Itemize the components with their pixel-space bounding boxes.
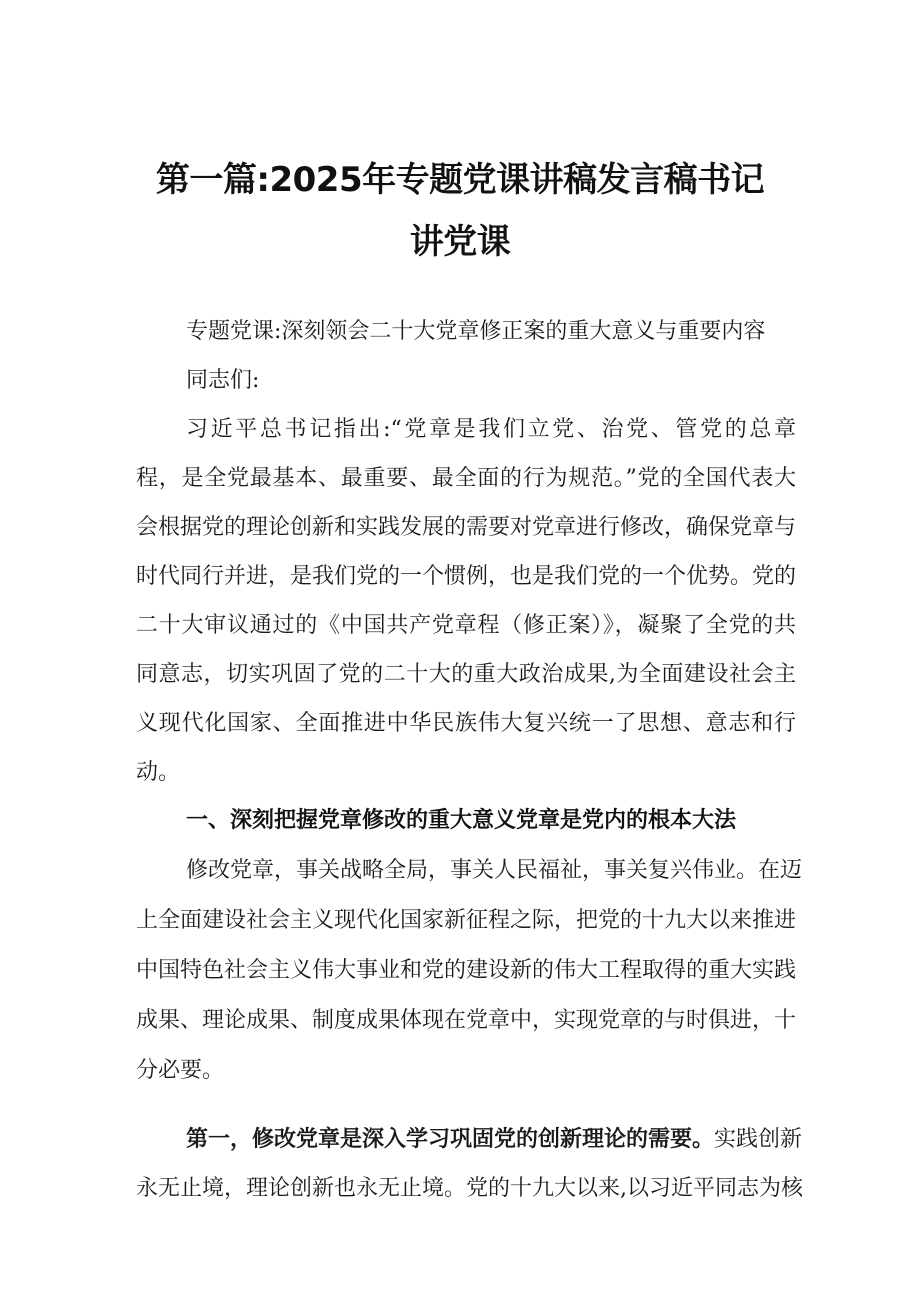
section-line: 上全面建设社会主义现代化国家新征程之际，把党的十九大以来推进 <box>136 908 797 933</box>
intro-line: 义现代化国家、全面推进中华民族伟大复兴统一了思想、意志和行 <box>136 711 796 736</box>
section-line: 分必要。 <box>136 1058 225 1083</box>
subtitle: 专题党课:深刻领会二十大党章修正案的重大意义与重要内容 <box>186 319 766 344</box>
intro-line: 习近平总书记指出:“党章是我们立党、治党、管党的总章 <box>186 417 796 442</box>
intro-line: 时代同行并进，是我们党的一个惯例，也是我们党的一个优势。党的 <box>136 564 797 589</box>
document-title-line-1: 第一篇:2025年专题党课讲稿发言稿书记 <box>155 160 765 200</box>
point-lead-bold: 第一，修改党章是深入学习巩固党的创新理论的需要。 <box>186 1126 715 1152</box>
section-line: 成果、理论成果、制度成果体现在党章中，实现党章的与时俱进，十 <box>136 1008 797 1033</box>
intro-line: 程，是全党最基本、最重要、最全面的行为规范。”党的全国代表大 <box>136 466 796 491</box>
intro-line: 动。 <box>136 760 181 785</box>
intro-line: 二十大审议通过的《中国共产党章程（修正案）》，凝聚了全党的共 <box>136 613 796 638</box>
section-heading: 一、深刻把握党章修改的重大意义党章是党内的根本大法 <box>186 808 737 833</box>
point-lead-rest: 实践创新 <box>714 1127 803 1152</box>
point-paragraph-first-line <box>186 1124 803 1154</box>
document-title-line-2: 讲党课 <box>409 222 511 262</box>
section-line: 中国特色社会主义伟大事业和党的建设新的伟大工程取得的重大实践 <box>136 958 797 983</box>
intro-line: 会根据党的理论创新和实践发展的需要对党章进行修改，确保党章与 <box>136 515 797 540</box>
point-line: 永无止境，理论创新也永无止境。党的十九大以来,以习近平同志为核 <box>136 1176 803 1201</box>
salutation: 同志们: <box>186 368 260 393</box>
intro-line: 同意志，切实巩固了党的二十大的重大政治成果,为全面建设社会主 <box>136 662 796 687</box>
section-line: 修改党章，事关战略全局，事关人民福祉，事关复兴伟业。在迈 <box>186 858 803 883</box>
